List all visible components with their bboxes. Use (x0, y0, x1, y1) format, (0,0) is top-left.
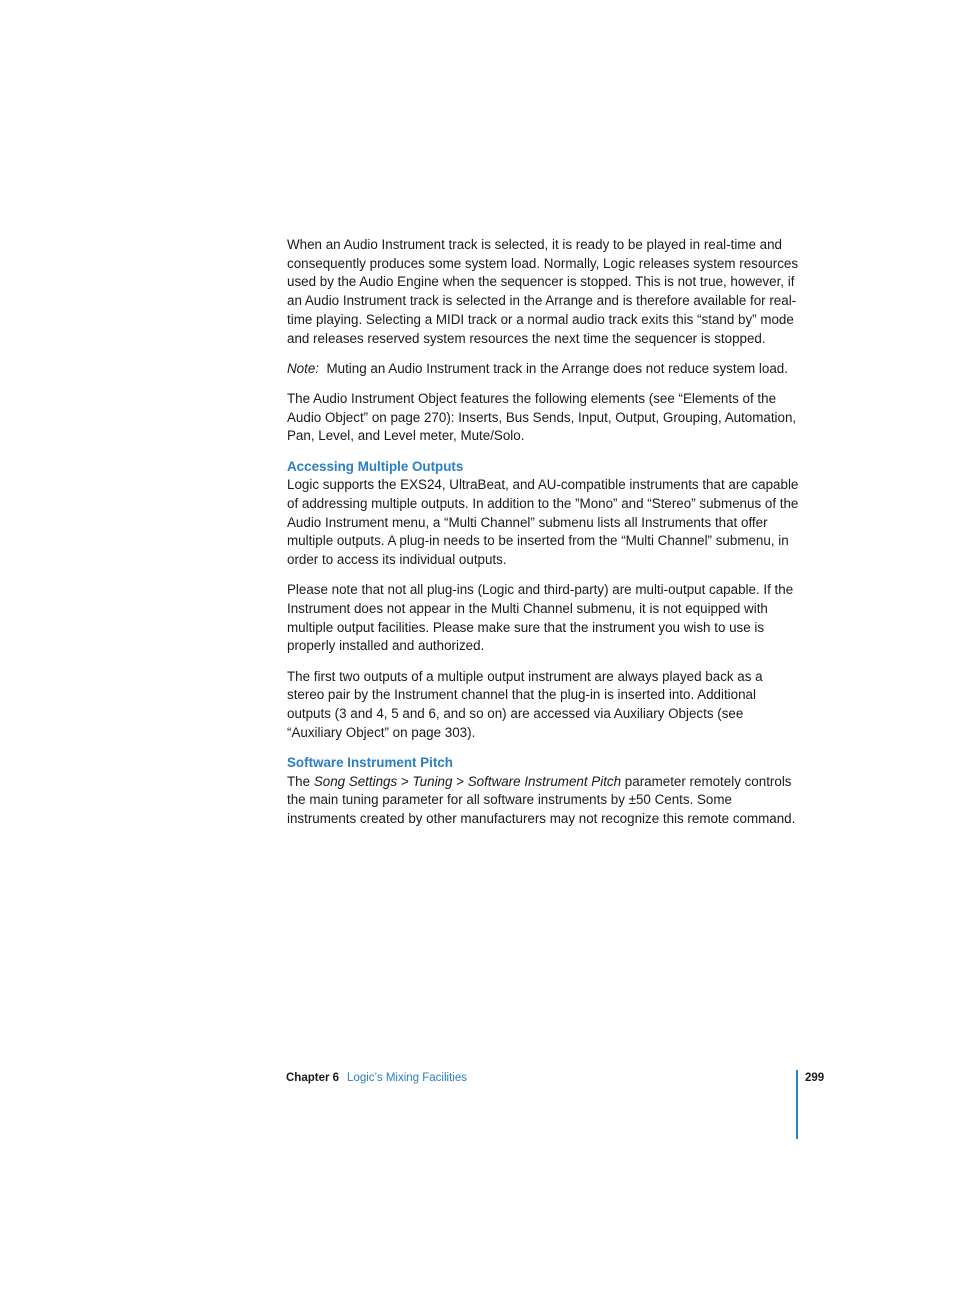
chapter-title: Logic’s Mixing Facilities (347, 1072, 467, 1084)
note-paragraph (287, 360, 799, 379)
path-tuning: Tuning (412, 773, 453, 789)
paragraph-standby: When an Audio Instrument track is selected, it is ready to be played in real-time and consequently produces some system load. Normally, Logic releases system resources used by the Audio Engine when the sequencer is stopped. This is not true, however, if an Audio Instrument track is selected in the Arrange and is therefore available for real-time playing. Selecting a MIDI track or a normal audio track exits this “stand by” mode and releases reserved system resources the next time the sequencer is stopped. (287, 237, 799, 346)
page-number: 299 (805, 1072, 825, 1084)
paragraph-elements: The Audio Instrument Object features the following elements (see “Elements of the Audio Object” on page 270): Inserts, Bus Sends, Input, Output, Grouping, Automation, Pan, Level, and Level meter, Mute/Solo. (287, 390, 797, 444)
path-separator: > (400, 773, 409, 789)
pitch-text-pre: The (287, 773, 311, 789)
heading-software-instrument-pitch: Software Instrument Pitch (287, 754, 453, 770)
chapter-label: Chapter 6 (286, 1072, 340, 1084)
page-body (287, 236, 799, 840)
footer-divider (796, 1070, 798, 1139)
paragraph-multi-output-support: Logic supports the EXS24, UltraBeat, and AU-compatible instruments that are capable of addressing multiple outputs. In addition to the ”Mono” and “Stereo” submenus of the Audio Instrument menu, a “Multi Channel” submenu lists all Instruments that offer multiple outputs. A plug-in needs to be inserted from the “Multi Channel” submenu, in order to access its individual outputs. (287, 477, 799, 568)
paragraph-first-two-outputs: The first two outputs of a multiple output instrument are always played back as a stereo pair by the Instrument channel that the plug-in is inserted into. Additional outputs (3 and 4, 5 and 6, and so on) are accessed via Auxiliary Objects (see “Auxiliary Object” on page 303). (287, 668, 763, 740)
heading-accessing-multiple-outputs: Accessing Multiple Outputs (287, 458, 464, 474)
footer-chapter (286, 1070, 467, 1086)
paragraph-multi-output-capable: Please note that not all plug-ins (Logic and third-party) are multi-output capable. If the Instrument does not appear in the Multi Channel submenu, it is not equipped with multiple output facilities. Please make sure that the instrument you wish to use is properly installed and authorized. (287, 582, 794, 654)
path-song-settings: Song Settings (313, 773, 398, 789)
paragraph-instrument-pitch (287, 773, 799, 829)
path-software-instrument-pitch: Software Instrument Pitch (467, 773, 622, 789)
pitch-text-post: parameter remotely controls the main tuning parameter for all software instruments by ±50 Cents. Some instruments created by other manufacturers may not recognize this remote command. (287, 773, 796, 826)
note-text: Muting an Audio Instrument track in the Arrange does not reduce system load. (326, 360, 788, 376)
path-separator: > (456, 773, 465, 789)
note-label: Note: (287, 360, 320, 376)
